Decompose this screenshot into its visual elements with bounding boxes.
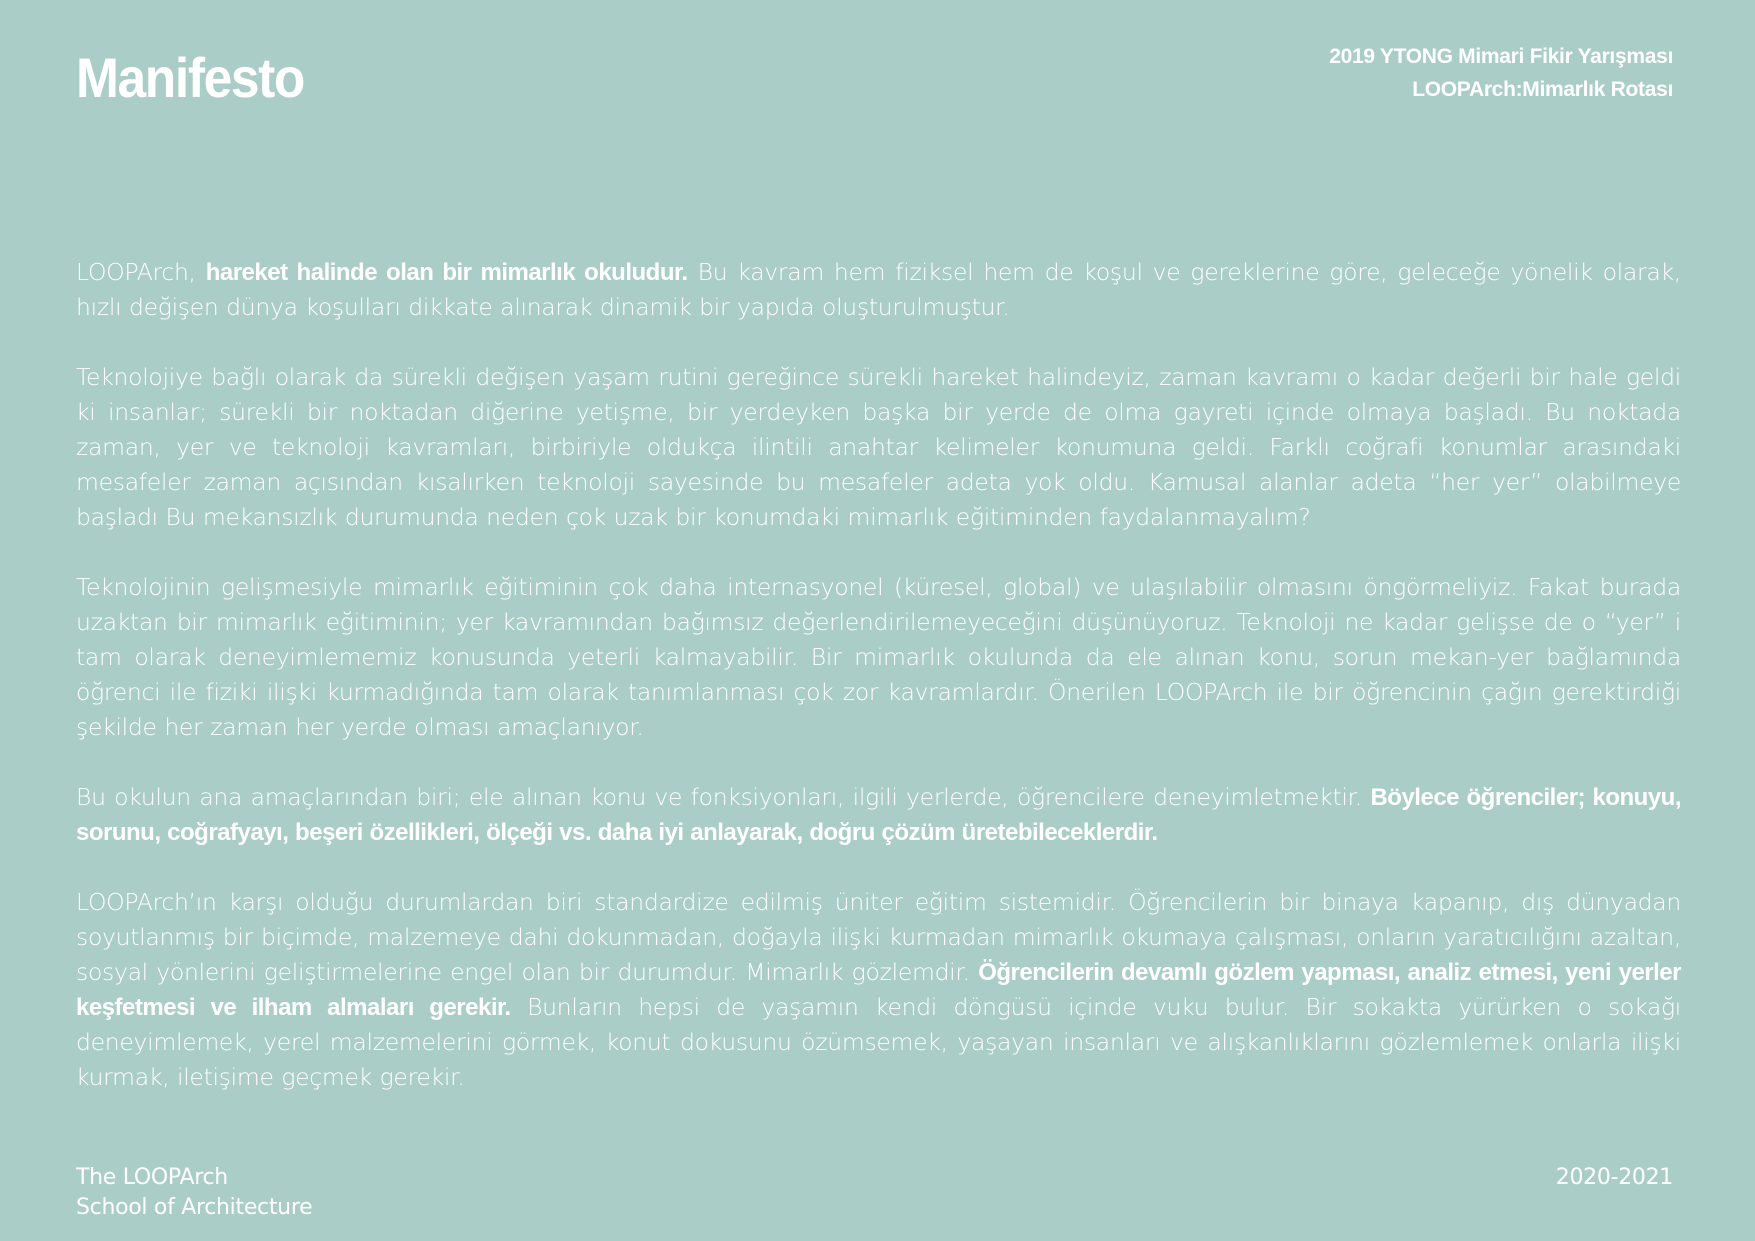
- observation-emphasis: Öğrencilerin devamlı gözlem yapması, analiz etmesi, yeni yerler keşfetmesi ve ilham almaları gerekir.: [76, 959, 1681, 1021]
- paragraph-remote-education: Teknolojinin gelişmesiyle mimarlık eğitiminin çok daha internasyonel (küresel, global) ve ulaşılabilir olmasını öngörmeliyiz. Fakat burada uzaktan bir mimarlık eğitiminin; yer kavramından bağımsız değerlendirilemeyeceğini düşünüyoruz. Teknoloji ne kadar gelişse de o “yer” i tam olarak deneyimlememiz konusunda yeterli kalmayabilir. Bir mimarlık okulunda da ele alınan konu, sorun mekan-yer bağlamında öğrenci ile fiziki ilişki kurmadığında tam olarak tanımlanması çok zor kavramlardır. Önerilen LOOPArch ile bir öğrencinin çağın gerektirdiği şekilde her zaman her yerde olması amaçlanıyor.: [76, 573, 1681, 741]
- competition-header: [1329, 40, 1673, 106]
- school-name-line-2: School of Architecture: [76, 1195, 313, 1220]
- page-title: Manifesto: [76, 46, 305, 109]
- project-subtitle: LOOPArch:Mimarlık Rotası: [1412, 78, 1673, 101]
- intro-lead-text: LOOPArch,: [76, 258, 206, 286]
- manifesto-body: [76, 255, 1681, 1130]
- intro-emphasis: hareket halinde olan bir mimarlık okuludur.: [205, 259, 688, 286]
- observation-rest-text: Bunların hepsi de yaşamın kendi döngüsü içinde vuku bulur. Bir sokakta yürürken o sokağı deneyimlemek, yerel malzemelerini görmek, konut dokusunu özümsemek, yaşayan insanları ve alışkanlıklarını gözlemlemek onlarla ilişki kurmak, iletişime geçmek gerekir.: [76, 993, 1682, 1091]
- academic-years: 2020-2021: [1555, 1165, 1673, 1190]
- intro-rest-text: Bu kavram hem fiziksel hem de koşul ve gereklerine göre, geleceğe yönelik olarak, hızlı değişen dünya koşulları dikkate alınarak dinamik bir yapıda oluşturulmuştur.: [76, 258, 1681, 321]
- paragraph-school-aims: [76, 780, 1681, 850]
- paragraph-observation: [76, 885, 1681, 1095]
- aims-text: Bu okulun ana amaçlarından biri; ele alınan konu ve fonksiyonları, ilgili yerlerde, öğrencilere deneyimletmektir.: [76, 783, 1371, 811]
- school-name: [76, 1163, 312, 1223]
- aims-emphasis: Böylece öğrenciler; konuyu, sorunu, coğrafyayı, beşeri özellikleri, ölçeği vs. daha iyi anlayarak, doğru çözüm üretebileceklerdir.: [76, 784, 1682, 846]
- school-name-line-1: The LOOPArch: [76, 1165, 228, 1190]
- observation-lead-text: LOOPArch’ın karşı olduğu durumlardan biri standardize edilmiş üniter eğitim sistemidir. Öğrencilerin bir binaya kapanıp, dış dünyadan soyutlanmış bir biçimde, malzemeye dahi dokunmadan, doğayla ilişki kurmadan mimarlık okumaya çalışması, onların yaratıcılığını azaltan, sosyal yönlerini geliştirmelerine engel olan bir durumdur. Mimarlık gözlemdir.: [76, 888, 1681, 986]
- paragraph-intro: [76, 255, 1681, 325]
- competition-name: 2019 YTONG Mimari Fikir Yarışması: [1329, 45, 1673, 68]
- paragraph-technology-time: Teknolojiye bağlı olarak da sürekli değişen yaşam rutini gereğince sürekli hareket halindeyiz, zaman kavramı o kadar değerli bir hale geldi ki insanlar; sürekli bir noktadan diğerine yetişme, bir yerdeyken başka bir yerde de olma gayreti içinde olmaya başladı. Bu noktada zaman, yer ve teknoloji kavramları, birbiriyle oldukça ilintili anahtar kelimeler konumuna geldi. Farklı coğrafi konumlar arasındaki mesafeler zaman açısından kısalırken teknoloji sayesinde bu mesafeler adeta yok oldu. Kamusal alanlar adeta “her yer” olabilmeye başladı Bu mekansızlık durumunda neden çok uzak bir konumdaki mimarlık eğitiminden faydalanmayalım?: [76, 363, 1681, 531]
